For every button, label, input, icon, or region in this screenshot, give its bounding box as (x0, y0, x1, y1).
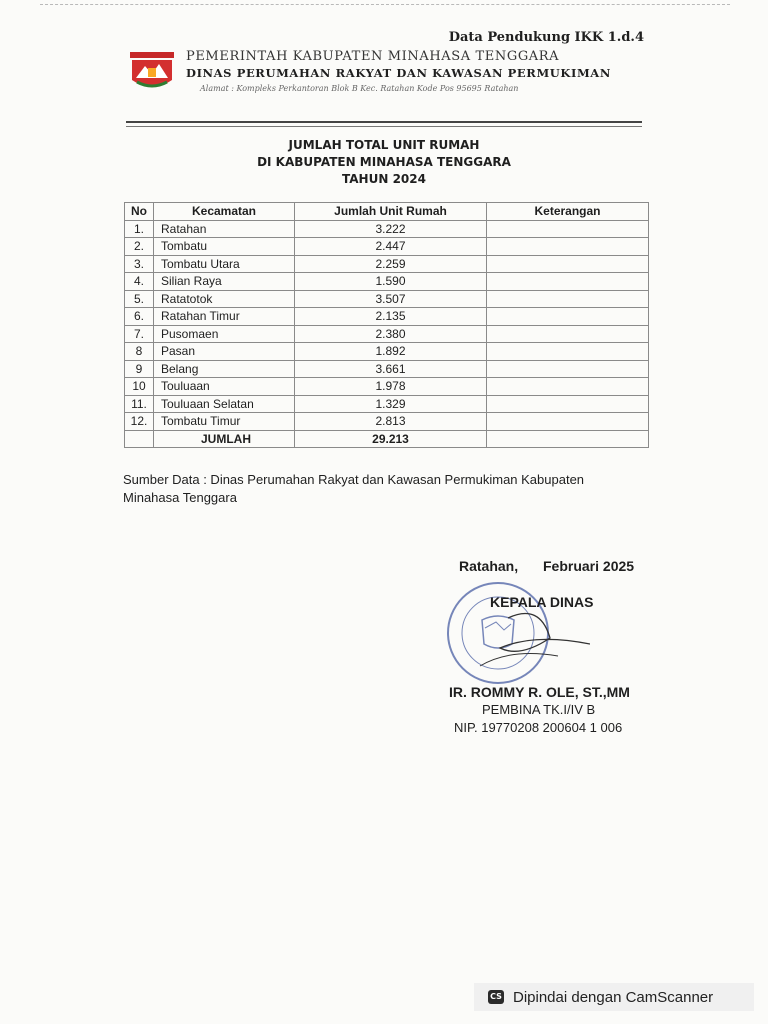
table-row (125, 220, 649, 238)
cell-kecamatan: Tombatu (154, 238, 295, 256)
letterhead-government: PEMERINTAH KABUPATEN MINAHASA TENGGARA (186, 49, 560, 64)
cell-no: 11. (125, 395, 154, 413)
cell-no: 9 (125, 360, 154, 378)
table-row (125, 273, 649, 291)
cell-jumlah: 1.329 (295, 395, 487, 413)
letterhead (186, 49, 636, 93)
signature-date: Februari 2025 (543, 558, 635, 574)
cell-no: 1. (125, 220, 154, 238)
letterhead-agency: DINAS PERUMAHAN RAKYAT DAN KAWASAN PERMUKIMAN (186, 66, 611, 80)
cell-no: 4. (125, 273, 154, 291)
cell-jumlah: 2.447 (295, 238, 487, 256)
cell-keterangan (487, 413, 649, 431)
signature-position: KEPALA DINAS (490, 594, 594, 610)
cell-kecamatan: Silian Raya (154, 273, 295, 291)
signatory-nip: NIP. 19770208 200604 1 006 (454, 720, 623, 735)
cell-jumlah: 2.813 (295, 413, 487, 431)
total-label: JUMLAH (154, 430, 295, 448)
signatory-name: IR. ROMMY R. OLE, ST.,MM (449, 684, 630, 700)
total-value: 29.213 (295, 430, 487, 448)
cell-kecamatan: Pusomaen (154, 325, 295, 343)
cell-no: 6. (125, 308, 154, 326)
data-source-note: Sumber Data : Dinas Perumahan Rakyat dan Kawasan Permukiman Kabupaten Minahasa Tenggara (123, 472, 585, 505)
letterhead-rule-thick (126, 121, 642, 123)
letterhead-address: Alamat : Kompleks Perkantoran Blok B Kec. Ratahan Kode Pos 95695 Ratahan (200, 84, 519, 93)
table-row (125, 413, 649, 431)
cell-jumlah: 3.507 (295, 290, 487, 308)
cell-kecamatan: Ratatotok (154, 290, 295, 308)
cell-kecamatan: Belang (154, 360, 295, 378)
cell-no: 8 (125, 343, 154, 361)
header-keterangan: Keterangan (487, 203, 649, 221)
cell-keterangan (487, 360, 649, 378)
cell-kecamatan: Tombatu Utara (154, 255, 295, 273)
signatory-rank: PEMBINA TK.I/IV B (482, 702, 596, 717)
table-row (125, 255, 649, 273)
cell-keterangan (487, 255, 649, 273)
table-row (125, 343, 649, 361)
cell-no: 2. (125, 238, 154, 256)
cell-keterangan (487, 395, 649, 413)
cell-no: 5. (125, 290, 154, 308)
cell-jumlah: 1.978 (295, 378, 487, 396)
table-row (125, 325, 649, 343)
cell-keterangan (487, 238, 649, 256)
reference-code: Data Pendukung IKK 1.d.4 (448, 30, 644, 45)
signature-place: Ratahan, (459, 558, 519, 574)
housing-table (124, 202, 649, 448)
cell-keterangan (487, 325, 649, 343)
cell-no-empty (125, 430, 154, 448)
cell-no: 12. (125, 413, 154, 431)
cell-jumlah: 1.590 (295, 273, 487, 291)
cell-jumlah: 3.222 (295, 220, 487, 238)
table-row (125, 378, 649, 396)
table-header-row (125, 203, 649, 221)
cell-keterangan-empty (487, 430, 649, 448)
cell-no: 7. (125, 325, 154, 343)
cell-jumlah: 1.892 (295, 343, 487, 361)
camscanner-label: Dipindai dengan CamScanner (513, 988, 714, 1006)
header-no: No (125, 203, 154, 221)
cell-kecamatan: Touluaan (154, 378, 295, 396)
cell-kecamatan: Tombatu Timur (154, 413, 295, 431)
title-line-2: DI KABUPATEN MINAHASA TENGGARA (257, 155, 511, 169)
table-row (125, 238, 649, 256)
header-jumlah: Jumlah Unit Rumah (295, 203, 487, 221)
table-row (125, 308, 649, 326)
letterhead-rule-thin (126, 126, 642, 127)
cell-jumlah: 2.259 (295, 255, 487, 273)
cell-no: 3. (125, 255, 154, 273)
cell-jumlah: 2.380 (295, 325, 487, 343)
document-title (184, 137, 584, 188)
cell-jumlah: 3.661 (295, 360, 487, 378)
title-line-1: JUMLAH TOTAL UNIT RUMAH (288, 138, 480, 152)
cell-keterangan (487, 343, 649, 361)
header-kecamatan: Kecamatan (154, 203, 295, 221)
scan-edge-line (40, 4, 730, 5)
cell-keterangan (487, 308, 649, 326)
cell-kecamatan: Pasan (154, 343, 295, 361)
cell-keterangan (487, 378, 649, 396)
table-row (125, 395, 649, 413)
cell-jumlah: 2.135 (295, 308, 487, 326)
table-row (125, 290, 649, 308)
cell-no: 10 (125, 378, 154, 396)
table-total-row (125, 430, 649, 448)
title-line-3: TAHUN 2024 (342, 172, 426, 186)
cell-kecamatan: Ratahan (154, 220, 295, 238)
table-row (125, 360, 649, 378)
camscanner-icon: CS (488, 990, 504, 1004)
cell-keterangan (487, 273, 649, 291)
cell-kecamatan: Ratahan Timur (154, 308, 295, 326)
cell-kecamatan: Touluaan Selatan (154, 395, 295, 413)
camscanner-watermark (474, 983, 754, 1011)
regency-logo-icon (127, 50, 177, 94)
cell-keterangan (487, 290, 649, 308)
cell-keterangan (487, 220, 649, 238)
